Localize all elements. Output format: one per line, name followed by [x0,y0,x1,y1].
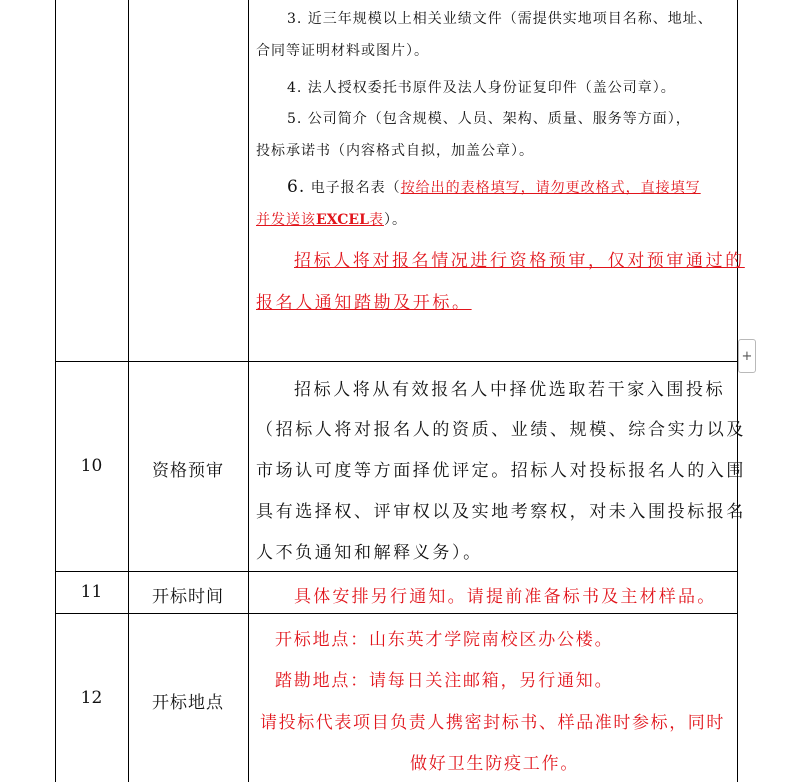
table-border-col1 [128,0,129,782]
table-border-left [55,0,56,782]
row-number-11: 11 [80,582,103,602]
row-number-10: 10 [80,456,103,476]
bid-submission-line: 请投标代表项目负责人携密封标书、样品准时参标，同时 [260,713,725,733]
requirement-3-line2: 合同等证明材料或图片）。 [256,43,429,59]
prequalification-notice-line2: 报名人通知踏勘及开标。 [256,293,472,313]
opening-location-line: 开标地点：山东英才学院南校区办公楼。 [275,630,614,650]
requirement-5-line1: 5. 公司简介（包含规模、人员、架构、质量、服务等方面）， [287,111,691,127]
requirement-3-line1: 3. 近三年规模以上相关业绩文件（需提供实地项目名称、地址、 [287,11,713,27]
row-divider-11-12 [55,613,738,614]
requirement-6-close: ）。 [383,212,407,228]
row-number-12: 12 [80,688,103,708]
content-line: 招标人将从有效报名人中择优选取若干家入围投标 [294,380,726,400]
table-border-right [737,0,738,782]
requirement-5-line2: 投标承诺书（内容格式自拟，加盖公章）。 [256,143,534,159]
requirement-6-label: 电子报名表（ [310,180,401,196]
row-title-bid-opening-location: 开标地点 [152,693,224,713]
row-title-prequalification: 资格预审 [152,461,224,481]
add-row-button[interactable]: + [738,339,756,373]
epidemic-prevention-line: 做好卫生防疫工作。 [410,754,580,774]
table-border-col2 [248,0,249,782]
requirement-6-line1 [287,177,701,197]
content-line: （招标人将对报名人的资质、业绩、规模、综合实力以及 [256,420,746,440]
row-divider-10-11 [55,571,738,572]
requirement-6-line2 [256,209,407,229]
requirement-6-instruction: 按给出的表格填写，请勿更改格式，直接填写 [400,180,701,196]
prequalification-notice-line1: 招标人将对报名情况进行资格预审，仅对预审通过的 [294,251,745,271]
content-line: 具有选择权、评审权以及实地考察权，对未入围投标报名 [256,502,746,522]
bid-opening-time-text: 具体安排另行通知。请提前准备标书及主材样品。 [294,587,717,607]
row-divider-9-10 [55,361,738,362]
requirement-4: 4. 法人授权委托书原件及法人身份证复印件（盖公司章）。 [287,80,676,96]
requirement-6-instruction-end: 表 [368,212,384,228]
content-line: 人不负通知和解释义务）。 [256,543,483,563]
row-title-bid-opening-time: 开标时间 [152,587,224,607]
requirement-6-number: 6. [287,177,306,197]
site-visit-line: 踏勘地点：请每日关注邮箱，另行通知。 [275,671,614,691]
requirement-6-instruction-cont: 并发送该 [256,212,316,228]
content-line: 市场认可度等方面择优评定。招标人对投标报名人的入围 [256,461,746,481]
requirement-6-excel: EXCEL [316,212,369,228]
